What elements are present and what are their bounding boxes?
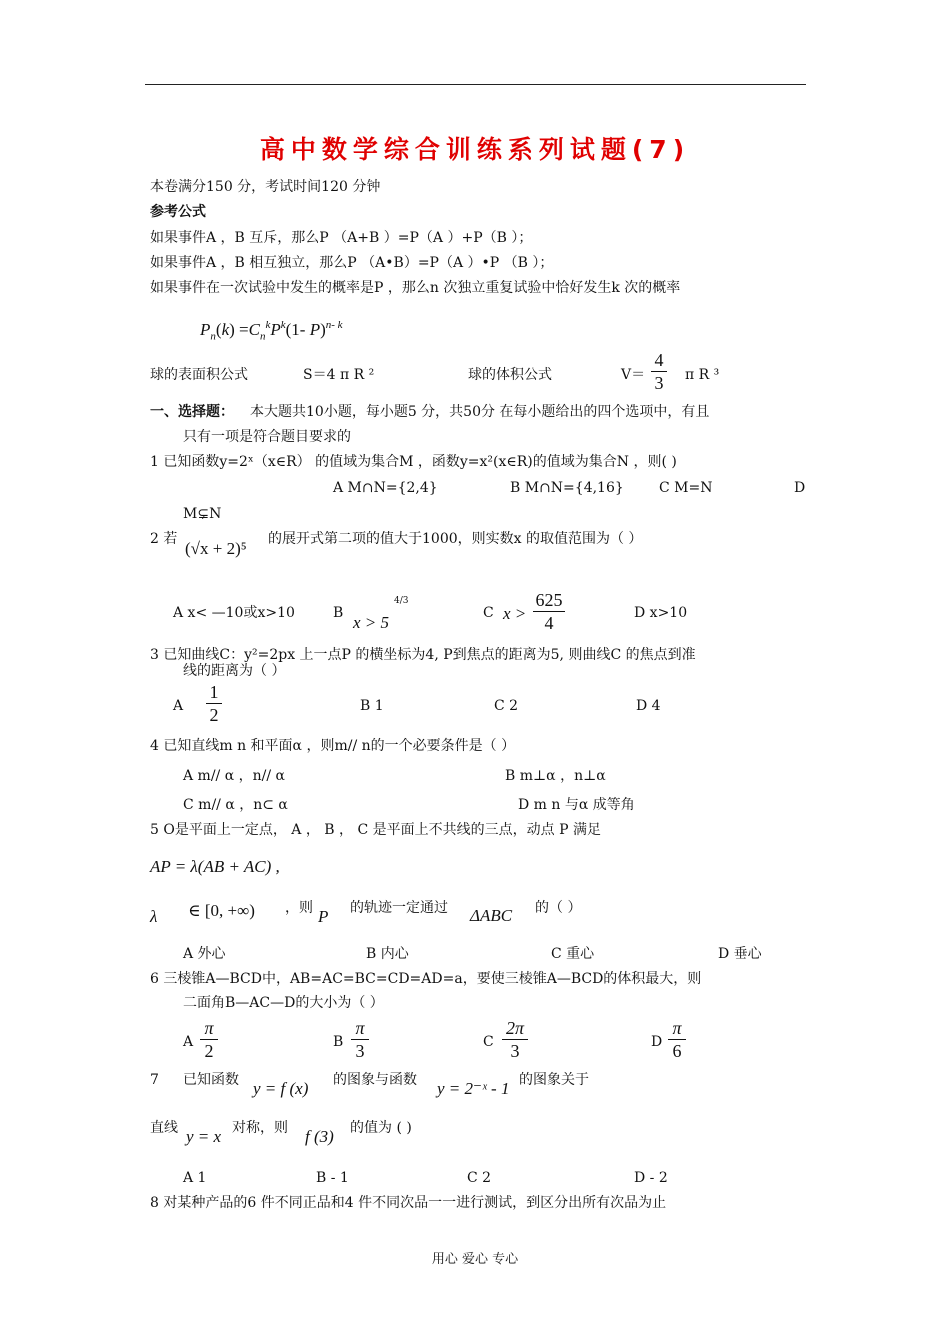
q2-number: 2 若 [150,531,178,547]
q7-option-b: B - 1 [316,1170,349,1186]
q5-stem-3: 的轨迹一定通过 [350,900,448,916]
q2-expression: (√x + 2)⁵ [185,539,247,558]
q7-number: 7 [150,1072,159,1088]
q7-text-2: 的图象与函数 [333,1072,417,1088]
q8-stem: 8 对某种产品的6 件不同正品和4 件不同次品一一进行测试，到区分出所有次品为止 [150,1195,667,1211]
q7-function-g: y = 2⁻ˣ - 1 [437,1079,510,1098]
header-rule [145,84,806,85]
q5-option-b: B 内心 [366,946,409,962]
intro-text: 本卷满分150 分，考试时间120 分钟 [150,179,381,195]
q7-text-3: 的图象关于 [519,1072,589,1088]
q5-stem-2: ，则 [285,900,313,916]
page-title: 高中数学综合训练系列试题(7) [259,135,691,164]
q6-option-d-fraction: π 6 [668,1018,686,1061]
q5-lambda: λ [150,907,158,926]
q2-option-b-exponent: 4/3 [394,596,409,606]
q3-option-a-fraction: 1 2 [206,682,222,725]
sphere-volume-rhs: π R ³ [685,367,720,383]
q6-option-c-fraction: 2π 3 [502,1018,528,1061]
q1-option-a: A M∩N={2,4} [333,480,438,496]
q7-line: y = x [186,1127,222,1146]
page-footer: 用心 爱心 专心 [431,1252,519,1267]
q1-option-d: M⊊N [183,506,222,522]
q7-text-4: 直线 [150,1120,178,1136]
section-description-2: 只有一项是符合题目要求的 [183,429,351,445]
sphere-volume-label: 球的体积公式 [468,367,552,383]
q3-option-d: D 4 [636,698,661,714]
q4-stem: 4 已知直线m n 和平面α ，则m// n的一个必要条件是（ ） [150,738,516,754]
q6-option-a-fraction: π 2 [200,1018,218,1061]
q6-option-a-label: A [183,1034,194,1050]
q2-stem: 的展开式第二项的值大于1000，则实数x 的取值范围为（ ） [268,531,643,547]
q4-option-b: B m⊥α ，n⊥α [505,768,606,784]
q7-option-d: D - 2 [634,1170,668,1186]
sphere-area-formula: S＝4 π R ² [303,367,375,383]
sphere-volume-lhs: V＝ [621,367,646,383]
q7-text-1: 已知函数 [183,1072,239,1088]
q3-stem-1: 3 已知曲线C：y²=2px 上一点P 的横坐标为4, P到焦点的距离为5, 则曲线C 的焦点到准 [150,647,696,663]
q7-f3: f (3) [305,1127,334,1146]
q4-option-a: A m// α ，n// α [183,768,285,784]
q6-option-c-label: C [483,1034,494,1050]
q1-stem: 1 已知函数y=2ˣ（x∈R） 的值域为集合M ，函数y=x²(x∈R)的值域为集合N ，则( ) [150,454,677,470]
q2-option-c-lhs: x > [503,604,527,623]
q7-function-f: y = f (x) [253,1079,309,1098]
q2-option-b: x > 5 [353,613,390,632]
q5-stem-4: 的（ ） [535,900,582,916]
q3-option-a-label: A [173,698,184,714]
q4-option-d: D m n 与α 成等角 [518,797,635,813]
q6-option-b-label: B [333,1034,344,1050]
q2-option-b-label: B [333,605,344,621]
q1-option-b: B M∩N={4,16} [510,480,624,496]
q4-option-c: C m// α ，n⊂ α [183,797,288,813]
sphere-area-label: 球的表面积公式 [150,367,248,383]
q7-option-a: A 1 [183,1170,207,1186]
formula-repeated-trials: 如果事件在一次试验中发生的概率是P ，那么n 次独立重复试验中恰好发生k 次的概率 [150,280,681,296]
q3-stem-2: 线的距离为（ ） [183,663,286,679]
binomial-formula: $P_n(k) =C_n^kP^k(1-$ P)$^{n- k}$ [200,319,343,343]
formula-independent: 如果事件A ，B 相互独立，那么P （A•B）=P（A ）•P （B ）； [150,255,554,271]
q2-option-a: A x< —10或x>10 [173,605,295,621]
q6-stem-1: 6 三棱锥A—BCD中，AB=AC=BC=CD=AD=a，要使三棱锥A—BCD的体积最大，则 [150,971,702,987]
q5-range: ∈ [0, +∞) [188,901,255,920]
q1-option-d-label: D [794,480,806,496]
reference-heading: 参考公式 [150,204,206,220]
q2-option-c-fraction: 625 4 [533,590,565,633]
q7-text-5: 对称，则 [232,1120,288,1136]
q5-stem-1: 5 O是平面上一定点， A ， B ， C 是平面上不共线的三点，动点 P 满足 [150,822,601,838]
q1-option-c: C M=N [659,480,713,496]
q7-text-6: 的值为 ( ) [350,1120,412,1136]
q5-vector-condition: AP = λ(AB + AC) , [150,857,280,876]
q6-option-d-label: D [651,1034,663,1050]
q2-option-d: D x>10 [634,605,688,621]
q5-point-p: P [318,907,329,926]
section-description-1: 本大题共10小题，每小题5 分，共50分 在每小题给出的四个选项中，有且 [250,404,710,420]
sphere-volume-fraction: 4 3 [651,350,667,393]
q5-option-c: C 重心 [551,946,595,962]
q7-option-c: C 2 [467,1170,492,1186]
q3-option-c: C 2 [494,698,519,714]
q6-stem-2: 二面角B—AC—D的大小为（ ） [183,995,384,1011]
q2-option-c-label: C [483,605,494,621]
q5-option-a: A 外心 [183,946,226,962]
q3-option-b: B 1 [360,698,384,714]
section-heading: 一、选择题： [150,404,234,420]
q5-triangle: ΔABC [470,906,513,925]
formula-mutually-exclusive: 如果事件A ，B 互斥，那么P （A+B ）=P（A ）+P（B ）； [150,230,533,246]
q6-option-b-fraction: π 3 [351,1018,369,1061]
q5-option-d: D 垂心 [718,946,762,962]
